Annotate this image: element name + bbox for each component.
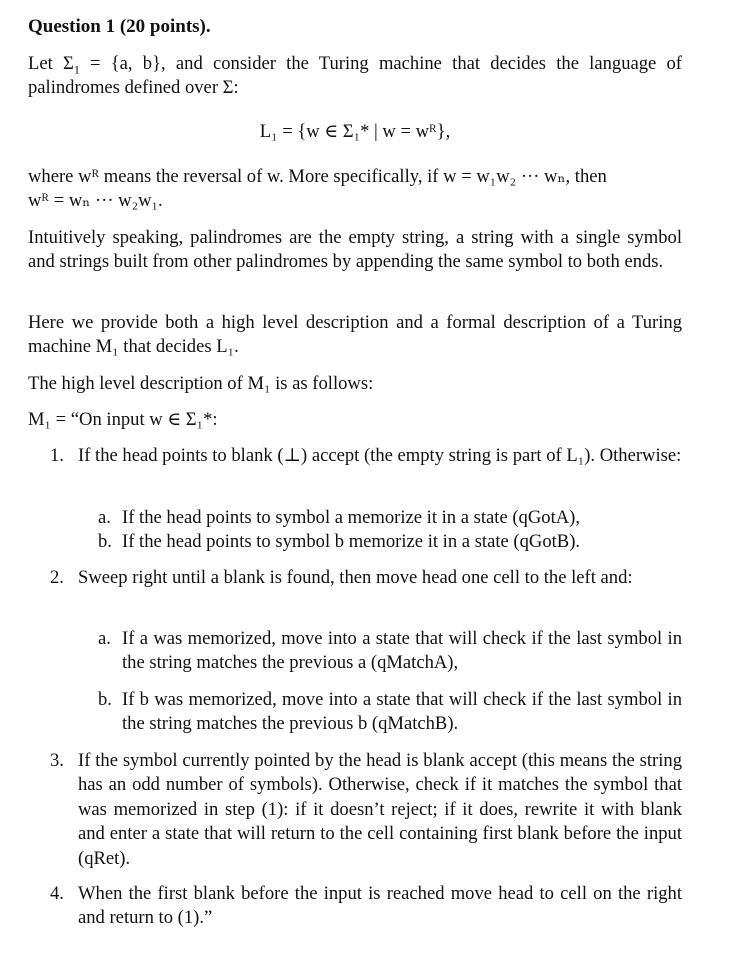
question-title: Question 1 (20 points). [28,16,211,37]
substep-2b: b. If b was memorized, move into a state that will check if the last symbol in the string matches the previous b (qMatchB). [98,689,682,735]
language-definition: L₁ = {w ∈ Σ₁* | w = wᴿ}, [259,121,451,142]
step-1: 1. If the head points to blank (⊥) accept (the empty string is part of L₁). Otherwise: [50,445,682,466]
step-4: 4. When the first blank before the input is reached move head to cell on the right and return to (1).” [50,883,682,929]
substep-1a: a. If the head points to symbol a memorize it in a state (qGotA), [98,507,581,528]
reversal-definition: where wᴿ means the reversal of w. More specifically, if w = w₁w₂ ··· wₙ, then wᴿ = wₙ ··· w₂w₁. [28,166,607,212]
high-level-heading: The high level description of M₁ is as follows: [28,373,374,394]
step-2: 2. Sweep right until a blank is found, then move head one cell to the left and: [50,567,633,588]
machine-start: M₁ = “On input w ∈ Σ₁*: [28,409,218,430]
intro-paragraph: Let $\Sigma_1 = \{a$, b}, and consider the Turing machine that decides the language of palindromes defined over Σ: [28,53,682,99]
substep-2a: a. If a was memorized, move into a state that will check if the last symbol in the string matches the previous a (qMatchA), [98,628,682,674]
step-3: 3. If the symbol currently pointed by the head is blank accept (this means the string has an odd number of symbols). Otherwise, check if it matches the symbol that was memorized in step (1): if it doesn’t reject; if it does, rewrite it with blank and enter a state that will return to the cell containing first blank before the input (qRet). [50,750,682,869]
provide-paragraph: Here we provide both a high level description and a formal description of a Turing machine M₁ that decides L₁. [28,312,682,358]
substep-1b: b. If the head points to symbol b memorize it in a state (qGotB). [98,531,581,552]
intuition-paragraph: Intuitively speaking, palindromes are the empty string, a string with a single symbol and strings built from other palindromes by appending the same symbol to both ends. [28,227,682,273]
